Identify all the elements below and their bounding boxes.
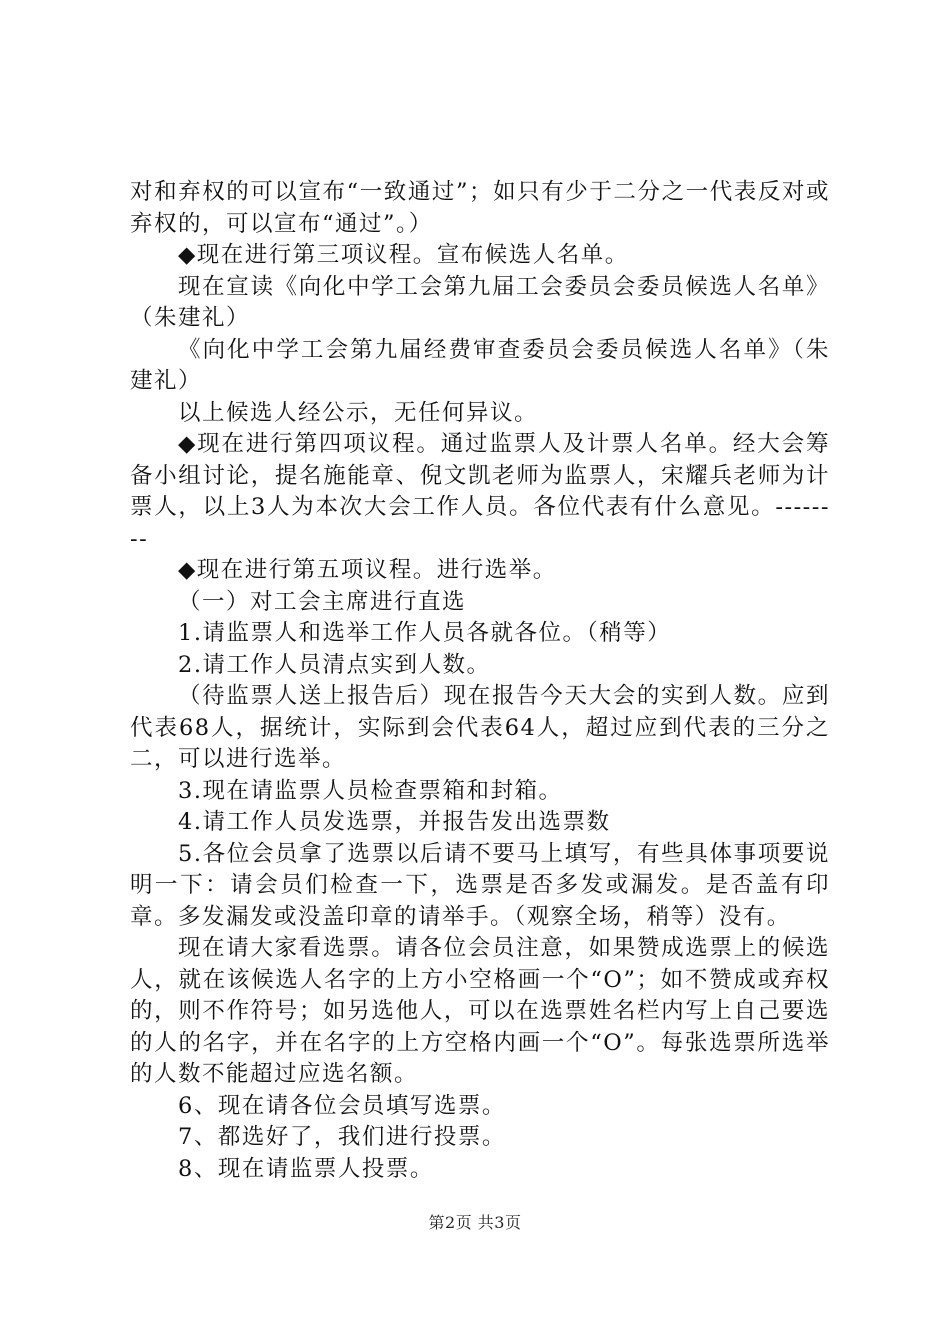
paragraph-step-5: 5.各位会员拿了选票以后请不要马上填写，有些具体事项要说明一下：请会员们检查一下，选票是否多发或漏发。是否盖有印章。多发漏发或没盖印章的请举手。（观察全场，稍等）没有。 bbox=[130, 840, 830, 930]
paragraph-step-2: 2.请工作人员清点实到人数。 bbox=[178, 651, 491, 678]
paragraph-step-8: 8、现在请监票人投票。 bbox=[178, 1155, 434, 1182]
paragraph-audit-committee-list: 《向化中学工会第九届经费审查委员会委员候选人名单》（朱建礼） bbox=[130, 336, 830, 394]
paragraph-step-1: 1.请监票人和选举工作人员各就各位。（稍等） bbox=[178, 620, 672, 646]
document-body bbox=[130, 177, 830, 1185]
paragraph-step-3: 3.现在请监票人员检查票箱和封箱。 bbox=[178, 777, 563, 804]
paragraph-step-4: 4.请工作人员发选票，并报告发出选票数 bbox=[178, 809, 611, 835]
paragraph-agenda-item-5: ◆现在进行第五项议程。进行选举。 bbox=[178, 557, 557, 583]
paragraph-attendance-report: （待监票人送上报告后）现在报告今天大会的实到人数。应到代表68人，据统计，实际到会代表64人，超过应到代表的三分之二，可以进行选举。 bbox=[130, 683, 830, 772]
paragraph-step-7: 7、都选好了，我们进行投票。 bbox=[178, 1124, 506, 1150]
paragraph-read-committee-list: 现在宣读《向化中学工会第九届工会委员会委员候选人名单》（朱建礼） bbox=[130, 273, 830, 331]
paragraph-no-objection: 以上候选人经公示，无任何异议。 bbox=[178, 399, 539, 426]
page-footer: 第2页 共3页 bbox=[428, 1213, 522, 1232]
paragraph-continuation: 对和弃权的可以宣布“一致通过”；如只有少于二分之一代表反对或弃权的，可以宣布“通过”。） bbox=[130, 179, 830, 237]
paragraph-section-heading: （一）对工会主席进行直选 bbox=[178, 588, 467, 615]
paragraph-step-6: 6、现在请各位会员填写选票。 bbox=[178, 1092, 506, 1119]
paragraph-agenda-item-4: ◆现在进行第四项议程。通过监票人及计票人名单。经大会筹备小组讨论，提名施能章、倪文凯老师为监票人，宋耀兵老师为计票人，以上3人为本次大会工作人员。各位代表有什么意见。-------- bbox=[130, 431, 830, 552]
paragraph-ballot-instructions: 现在请大家看选票。请各位会员注意，如果赞成选票上的候选人，就在该候选人名字的上方小空格画一个“O”；如不赞成或弃权的，则不作符号；如另选他人，可以在选票姓名栏内写上自己要选的人的名字，并在名字的上方空格内画一个“O”。每张选票所选举的人数不能超过应选名额。 bbox=[130, 935, 830, 1087]
paragraph-agenda-item-3: ◆现在进行第三项议程。宣布候选人名单。 bbox=[178, 242, 629, 268]
